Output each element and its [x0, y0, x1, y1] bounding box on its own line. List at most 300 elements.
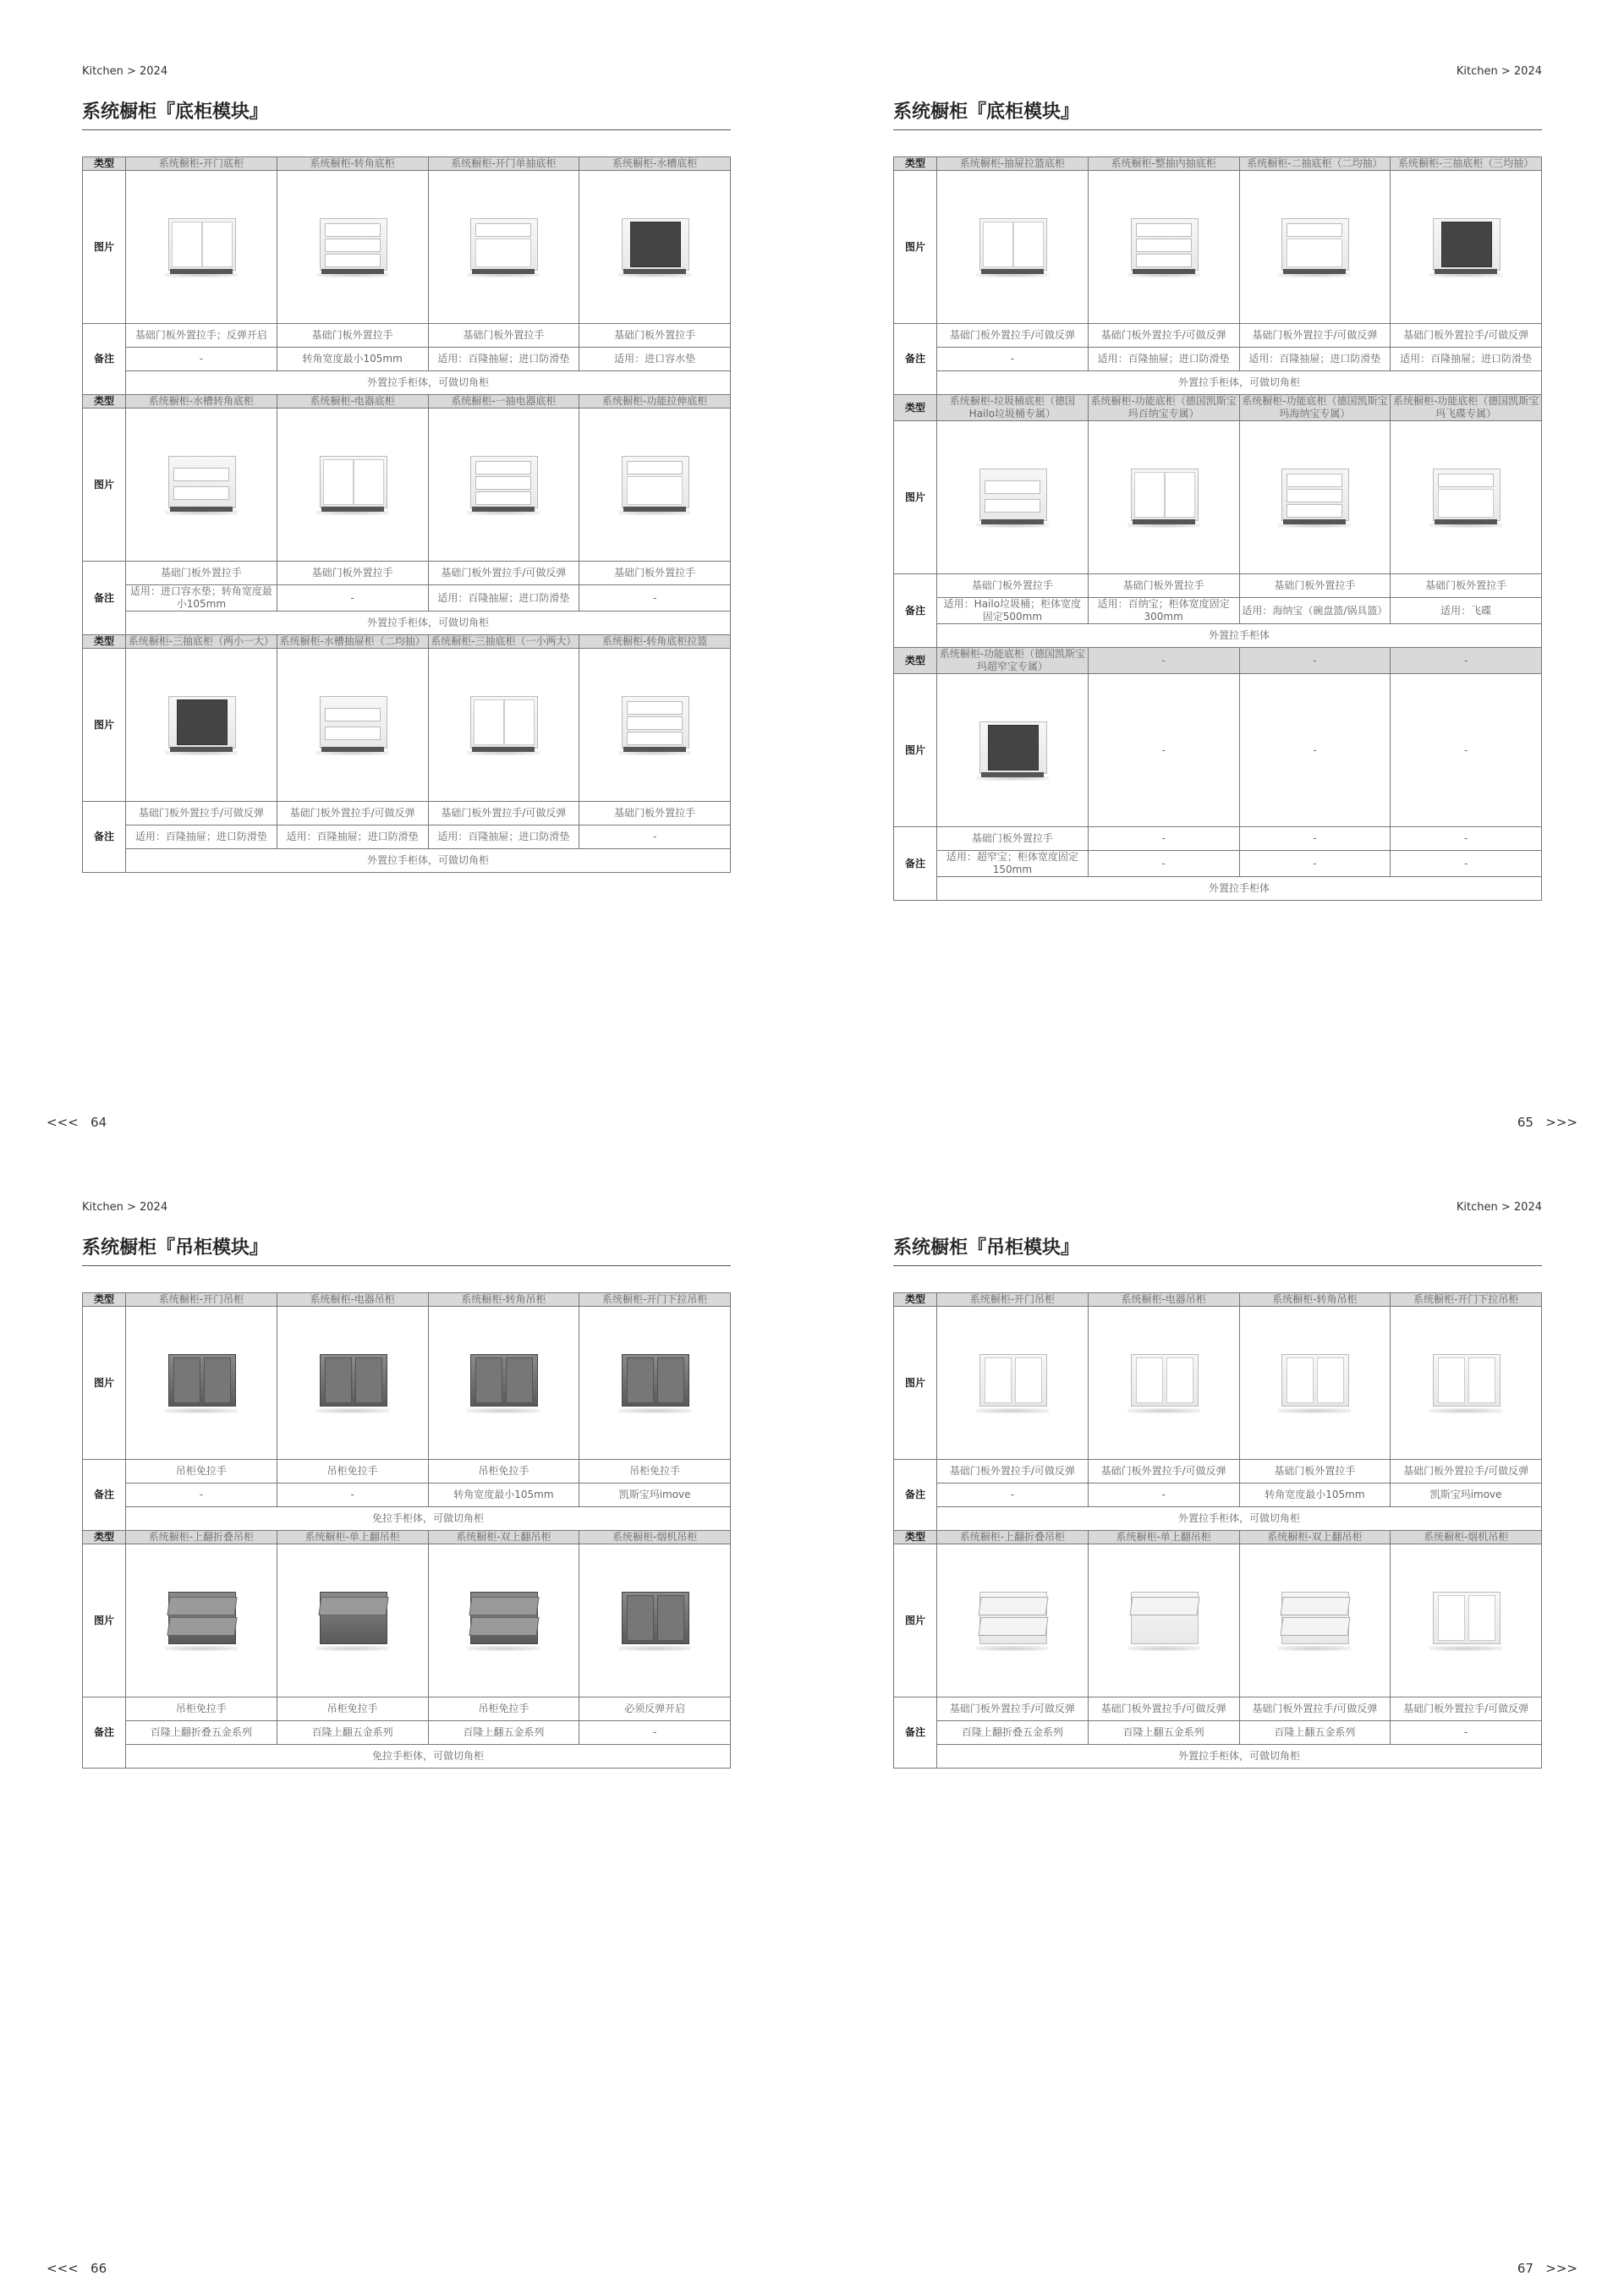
- note-cell: 适用：百隆抽屉；进口防滑垫: [428, 348, 579, 371]
- cabinet-shape: [983, 222, 1013, 267]
- note-cell: 吊柜免拉手: [277, 1460, 428, 1484]
- cabinet-shape: [1013, 222, 1044, 267]
- image-cell: [1239, 1307, 1391, 1460]
- image-cell: [1391, 421, 1542, 574]
- note-cell: 基础门板外置拉手: [579, 562, 731, 585]
- image-cell: -: [1391, 674, 1542, 827]
- note-label: 备注: [894, 1697, 937, 1769]
- note-cell: 适用：飞碟: [1391, 598, 1542, 624]
- prev-page-arrow[interactable]: <<<: [47, 2261, 79, 2276]
- type-cell: 系统橱柜-开门下拉吊柜: [1391, 1293, 1542, 1307]
- cabinet-image: [467, 1588, 540, 1649]
- cabinet-shape: [1283, 519, 1346, 524]
- cabinet-image: [976, 465, 1049, 526]
- note-row: [83, 585, 731, 612]
- note-cell: 基础门板外置拉手: [1088, 574, 1239, 598]
- note-cell: 百隆上翻折叠五金系列: [937, 1721, 1089, 1745]
- cabinet-image: [618, 693, 691, 754]
- cabinet-image: [1127, 1351, 1200, 1412]
- note-cell: 基础门板外置拉手/可做反弹: [937, 1460, 1089, 1484]
- cabinet-shape: [1129, 1597, 1199, 1615]
- footer-cell: 外置拉手柜体，可做切角柜: [937, 371, 1542, 395]
- cabinet-shape: [1287, 474, 1342, 487]
- footer-cell: 外置拉手柜体，可做切角柜: [126, 612, 731, 635]
- type-row: [894, 157, 1542, 171]
- image-label: 图片: [894, 674, 937, 827]
- cabinet-shape: [1287, 1357, 1314, 1403]
- image-cell: [428, 1307, 579, 1460]
- type-cell: 系统橱柜-功能底柜（德国凯斯宝玛百纳宝专属）: [1088, 395, 1239, 421]
- type-cell: 系统橱柜-上翻折叠吊柜: [126, 1531, 277, 1544]
- cabinet-shape: [1136, 1357, 1163, 1403]
- type-cell: 系统橱柜-转角底柜拉篮: [579, 635, 731, 649]
- cabinet-shape: [172, 222, 202, 267]
- type-row: [894, 1531, 1542, 1544]
- note-label: 备注: [83, 1697, 126, 1769]
- note-row: [83, 324, 731, 348]
- image-cell: [579, 649, 731, 802]
- type-row: [83, 395, 731, 409]
- cabinet-shape: [978, 1617, 1048, 1636]
- cabinet-shape: [1287, 239, 1342, 267]
- note-cell: 基础门板外置拉手/可做反弹: [126, 802, 277, 825]
- image-row: [894, 674, 1542, 827]
- note-cell: 转角宽度最小105mm: [1239, 1484, 1391, 1507]
- note-cell: -: [937, 1484, 1089, 1507]
- cabinet-shape: [1133, 269, 1195, 274]
- note-cell: 吊柜免拉手: [126, 1460, 277, 1484]
- footer-row: [894, 1507, 1542, 1531]
- image-cell: [1239, 171, 1391, 324]
- cabinet-shape: [627, 1595, 654, 1641]
- cabinet-shape: [469, 1597, 540, 1615]
- note-cell: 适用：百隆抽屉；进口防滑垫: [1239, 348, 1391, 371]
- note-cell: 基础门板外置拉手: [1239, 574, 1391, 598]
- note-cell: -: [1239, 827, 1391, 851]
- note-cell: 吊柜免拉手: [579, 1460, 731, 1484]
- note-cell: 基础门板外置拉手/可做反弹: [428, 562, 579, 585]
- type-cell: -: [1088, 648, 1239, 674]
- image-cell: [126, 649, 277, 802]
- cabinet-image: [467, 1351, 540, 1412]
- cabinet-image: [1429, 1588, 1502, 1649]
- cabinet-shape: [623, 507, 686, 512]
- cabinet-shape: [1281, 1597, 1351, 1615]
- page-number: [47, 1115, 107, 1130]
- note-cell: 基础门板外置拉手；反弹开启: [126, 324, 277, 348]
- note-cell: 基础门板外置拉手/可做反弹: [937, 324, 1089, 348]
- type-cell: 系统橱柜-三抽底柜（一小两大）: [428, 635, 579, 649]
- cabinet-shape: [168, 456, 236, 508]
- cabinet-image: [1429, 215, 1502, 276]
- image-cell: [1391, 171, 1542, 324]
- type-cell: 系统橱柜-双上翻吊柜: [428, 1531, 579, 1544]
- type-cell: 系统橱柜-开门吊柜: [937, 1293, 1089, 1307]
- footer-cell: 免拉手柜体，可做切角柜: [126, 1745, 731, 1769]
- image-cell: [277, 171, 428, 324]
- cabinet-image: [618, 1588, 691, 1649]
- cabinet-shape: [316, 1646, 389, 1651]
- cabinet-shape: [657, 1595, 684, 1641]
- note-cell: -: [937, 348, 1089, 371]
- cabinet-shape: [321, 269, 384, 274]
- cabinet-image: [165, 215, 238, 276]
- type-cell: 系统橱柜-三抽底柜（三均抽）: [1391, 157, 1542, 171]
- type-label: 类型: [83, 635, 126, 649]
- image-label: 图片: [83, 171, 126, 324]
- note-cell: 基础门板外置拉手/可做反弹: [1239, 1697, 1391, 1721]
- footer-cell: 外置拉手柜体，可做切角柜: [937, 1507, 1542, 1531]
- image-cell: [937, 171, 1089, 324]
- note-cell: 基础门板外置拉手: [428, 324, 579, 348]
- cabinet-image: [1278, 215, 1351, 276]
- image-cell: [1239, 421, 1391, 574]
- type-cell: 系统橱柜-水槽底柜: [579, 157, 731, 171]
- note-row: [83, 1460, 731, 1484]
- page-66: [0, 1136, 812, 2276]
- image-row: [894, 421, 1542, 574]
- note-cell: 凯斯宝玛imove: [579, 1484, 731, 1507]
- image-row: [894, 1544, 1542, 1697]
- cabinet-shape: [474, 699, 504, 745]
- footer-row: [83, 849, 731, 873]
- image-label: 图片: [83, 1307, 126, 1460]
- note-label: 备注: [894, 324, 937, 395]
- note-cell: -: [579, 585, 731, 612]
- cabinet-shape: [167, 1597, 237, 1615]
- note-cell: 适用：百隆抽屉；进口防滑垫: [428, 585, 579, 612]
- cabinet-shape: [170, 269, 233, 274]
- page-title: 系统橱柜『吊柜模块』: [82, 1233, 731, 1266]
- page-65: [812, 0, 1624, 1137]
- cabinet-shape: [472, 747, 535, 752]
- cabinet-shape: [1127, 1646, 1200, 1651]
- cabinet-shape: [170, 747, 233, 752]
- page-number-value: 66: [91, 2261, 107, 2276]
- image-cell: [937, 1307, 1089, 1460]
- page-number-value: 67: [1517, 2261, 1533, 2276]
- type-cell: 系统橱柜-转角底柜: [277, 157, 428, 171]
- cabinet-shape: [475, 461, 531, 474]
- type-cell: -: [1239, 648, 1391, 674]
- cabinet-shape: [1015, 1357, 1042, 1403]
- note-cell: -: [579, 1721, 731, 1745]
- type-cell: 系统橱柜-三抽底柜（两小一大）: [126, 635, 277, 649]
- note-row: [83, 1721, 731, 1745]
- note-label: 备注: [83, 562, 126, 635]
- type-cell: 系统橱柜-水槽抽屉柜（二均抽）: [277, 635, 428, 649]
- cabinet-shape: [170, 507, 233, 512]
- type-cell: 系统橱柜-烟机吊柜: [1391, 1531, 1542, 1544]
- type-cell: 系统橱柜-上翻折叠吊柜: [937, 1531, 1089, 1544]
- footer-cell: 外置拉手柜体，可做切角柜: [126, 849, 731, 873]
- note-row: [894, 324, 1542, 348]
- note-row: [83, 802, 731, 825]
- cabinet-shape: [985, 480, 1040, 494]
- cabinet-shape: [1133, 519, 1195, 524]
- cabinet-shape: [1136, 239, 1192, 252]
- image-label: 图片: [83, 1544, 126, 1697]
- cabinet-shape: [981, 519, 1044, 524]
- breadcrumb: Kitchen > 2024: [82, 65, 168, 78]
- note-cell: 适用：百隆抽屉；进口防滑垫: [277, 825, 428, 849]
- cabinet-image: [316, 452, 389, 513]
- cabinet-image: [976, 1351, 1049, 1412]
- cabinet-image: [618, 215, 691, 276]
- footer-cell: 外置拉手柜体，可做切角柜: [937, 1745, 1542, 1769]
- type-cell: 系统橱柜-转角吊柜: [1239, 1293, 1391, 1307]
- note-label: 备注: [894, 1460, 937, 1531]
- note-cell: 适用：进口容水垫: [579, 348, 731, 371]
- cabinet-shape: [475, 223, 531, 237]
- footer-row: [83, 612, 731, 635]
- cabinet-shape: [469, 1617, 540, 1636]
- next-page-arrow[interactable]: >>>: [1545, 1115, 1577, 1130]
- note-cell: 凯斯宝玛imove: [1391, 1484, 1542, 1507]
- image-row: [83, 1307, 731, 1460]
- page-number: [1517, 2261, 1577, 2276]
- note-cell: 基础门板外置拉手: [277, 324, 428, 348]
- note-cell: 基础门板外置拉手/可做反弹: [1088, 324, 1239, 348]
- cabinet-image: [1127, 1588, 1200, 1649]
- image-cell: [937, 1544, 1089, 1697]
- note-cell: 基础门板外置拉手/可做反弹: [1088, 1460, 1239, 1484]
- image-cell: [579, 409, 731, 562]
- cabinet-shape: [320, 696, 387, 749]
- type-label: 类型: [894, 1293, 937, 1307]
- cabinet-shape: [618, 1408, 691, 1413]
- note-cell: -: [1239, 851, 1391, 877]
- type-cell: 系统橱柜-功能底柜（德国凯斯宝玛飞碟专属）: [1391, 395, 1542, 421]
- page-64: [0, 0, 812, 1137]
- image-cell: [428, 1544, 579, 1697]
- type-cell: 系统橱柜-水槽转角底柜: [126, 395, 277, 409]
- image-cell: [1391, 1544, 1542, 1697]
- cabinet-shape: [1134, 472, 1165, 518]
- image-cell: [1088, 1307, 1239, 1460]
- cabinet-shape: [325, 223, 381, 237]
- cabinet-shape: [1283, 269, 1346, 274]
- cabinet-shape: [1281, 1617, 1351, 1636]
- note-row: [894, 1484, 1542, 1507]
- note-cell: -: [277, 1484, 428, 1507]
- image-cell: -: [1088, 674, 1239, 827]
- note-cell: 基础门板外置拉手/可做反弹: [1239, 324, 1391, 348]
- type-cell: 系统橱柜-双上翻吊柜: [1239, 1531, 1391, 1544]
- cabinet-shape: [1429, 1408, 1502, 1413]
- note-cell: 基础门板外置拉手/可做反弹: [1391, 1460, 1542, 1484]
- cabinet-shape: [177, 699, 228, 745]
- breadcrumb: Kitchen > 2024: [82, 1201, 168, 1214]
- type-cell: 系统橱柜-功能拉伸底柜: [579, 395, 731, 409]
- cabinet-shape: [1317, 1357, 1344, 1403]
- cabinet-shape: [1166, 1357, 1193, 1403]
- breadcrumb: Kitchen > 2024: [1456, 65, 1542, 78]
- note-cell: 基础门板外置拉手: [579, 802, 731, 825]
- footer-row: [83, 1745, 731, 1769]
- cabinet-shape: [1429, 1646, 1502, 1651]
- cabinet-shape: [1438, 489, 1494, 518]
- footer-row: [894, 624, 1542, 648]
- cabinet-shape: [1438, 474, 1494, 487]
- cabinet-shape: [475, 239, 531, 267]
- type-cell: 系统橱柜-电器吊柜: [1088, 1293, 1239, 1307]
- cabinet-shape: [978, 1597, 1048, 1615]
- type-label: 类型: [83, 395, 126, 409]
- image-cell: [428, 409, 579, 562]
- note-cell: 适用：超窄宝；柜体宽度固定150mm: [937, 851, 1089, 877]
- cabinet-image: [1278, 1588, 1351, 1649]
- image-cell: [1088, 1544, 1239, 1697]
- cabinet-shape: [976, 1408, 1049, 1413]
- note-row: [894, 598, 1542, 624]
- cabinet-image: [316, 1588, 389, 1649]
- cabinet-image: [165, 452, 238, 513]
- note-row: [83, 1484, 731, 1507]
- cabinet-shape: [627, 732, 683, 745]
- cabinet-image: [1278, 465, 1351, 526]
- cabinet-image: [976, 718, 1049, 779]
- note-label: 备注: [83, 802, 126, 873]
- type-row: [894, 1293, 1542, 1307]
- footer-row: [83, 371, 731, 395]
- image-cell: -: [1239, 674, 1391, 827]
- note-cell: 百隆上翻五金系列: [428, 1721, 579, 1745]
- type-cell: 系统橱柜-单上翻吊柜: [277, 1531, 428, 1544]
- note-cell: 适用：百纳宝；柜体宽度固定300mm: [1088, 598, 1239, 624]
- image-row: [83, 171, 731, 324]
- type-cell: 系统橱柜-整抽内抽底柜: [1088, 157, 1239, 171]
- note-row: [83, 825, 731, 849]
- note-cell: -: [1088, 827, 1239, 851]
- note-row: [894, 574, 1542, 598]
- cabinet-image: [1127, 465, 1200, 526]
- cabinet-shape: [1287, 223, 1342, 237]
- cabinet-shape: [985, 499, 1040, 513]
- cabinet-shape: [1136, 223, 1192, 237]
- note-cell: 基础门板外置拉手/可做反弹: [1088, 1697, 1239, 1721]
- note-cell: -: [1391, 851, 1542, 877]
- type-cell: 系统橱柜-二抽底柜（二均抽）: [1239, 157, 1391, 171]
- cabinet-image: [316, 693, 389, 754]
- cabinet-shape: [627, 701, 683, 715]
- footer-cell: 外置拉手柜体: [937, 624, 1542, 648]
- note-cell: 转角宽度最小105mm: [428, 1484, 579, 1507]
- cabinet-shape: [475, 491, 531, 505]
- image-cell: [1391, 1307, 1542, 1460]
- note-cell: 适用：百隆抽屉；进口防滑垫: [126, 825, 277, 849]
- note-cell: 适用：百隆抽屉；进口防滑垫: [428, 825, 579, 849]
- note-row: [894, 1697, 1542, 1721]
- image-label: 图片: [894, 171, 937, 324]
- cabinet-image: [618, 452, 691, 513]
- image-cell: [126, 1307, 277, 1460]
- image-cell: [126, 409, 277, 562]
- image-row: [83, 1544, 731, 1697]
- cabinet-shape: [325, 727, 381, 740]
- cabinet-image: [165, 1588, 238, 1649]
- image-label: 图片: [83, 649, 126, 802]
- image-cell: [277, 409, 428, 562]
- type-cell: 系统橱柜-开门单抽底柜: [428, 157, 579, 171]
- footer-row: [83, 1507, 731, 1531]
- cabinet-shape: [475, 476, 531, 490]
- note-cell: -: [126, 1484, 277, 1507]
- cabinet-shape: [623, 269, 686, 274]
- image-label: 图片: [894, 421, 937, 574]
- note-cell: 吊柜免拉手: [277, 1697, 428, 1721]
- cabinet-table: [82, 1292, 731, 1769]
- image-cell: [1088, 421, 1239, 574]
- type-cell: 系统橱柜-开门底柜: [126, 157, 277, 171]
- image-cell: [277, 649, 428, 802]
- cabinet-image: [1278, 1351, 1351, 1412]
- cabinet-shape: [1438, 1595, 1465, 1641]
- cabinet-shape: [1165, 472, 1195, 518]
- note-cell: 基础门板外置拉手/可做反弹: [1391, 1697, 1542, 1721]
- type-cell: 系统橱柜-开门下拉吊柜: [579, 1293, 731, 1307]
- prev-page-arrow[interactable]: <<<: [47, 1115, 79, 1130]
- type-label: 类型: [894, 648, 937, 674]
- cabinet-shape: [167, 1617, 237, 1636]
- note-row: [83, 1697, 731, 1721]
- cabinet-shape: [627, 716, 683, 730]
- cabinet-shape: [321, 747, 384, 752]
- cabinet-shape: [475, 1357, 502, 1403]
- image-cell: [1088, 171, 1239, 324]
- page-title: 系统橱柜『吊柜模块』: [893, 1233, 1542, 1266]
- type-label: 类型: [894, 157, 937, 171]
- cabinet-shape: [988, 725, 1039, 771]
- next-page-arrow[interactable]: >>>: [1545, 2261, 1577, 2276]
- cabinet-shape: [316, 1408, 389, 1413]
- cabinet-shape: [355, 1357, 382, 1403]
- cabinet-shape: [173, 486, 229, 500]
- cabinet-shape: [504, 699, 535, 745]
- note-cell: -: [126, 348, 277, 371]
- cabinet-image: [467, 452, 540, 513]
- note-row: [894, 348, 1542, 371]
- image-cell: [579, 1307, 731, 1460]
- note-cell: -: [1088, 851, 1239, 877]
- footer-row: [894, 877, 1542, 901]
- cabinet-image: [976, 1588, 1049, 1649]
- note-cell: -: [1391, 827, 1542, 851]
- cabinet-shape: [472, 269, 535, 274]
- cabinet-shape: [623, 747, 686, 752]
- cabinet-image: [1429, 465, 1502, 526]
- cabinet-shape: [1438, 1357, 1465, 1403]
- type-cell: 系统橱柜-电器底柜: [277, 395, 428, 409]
- cabinet-shape: [472, 507, 535, 512]
- note-cell: -: [277, 585, 428, 612]
- cabinet-shape: [1435, 269, 1497, 274]
- image-cell: [937, 421, 1089, 574]
- image-cell: [428, 171, 579, 324]
- cabinet-shape: [318, 1597, 388, 1615]
- note-cell: 基础门板外置拉手/可做反弹: [428, 802, 579, 825]
- type-cell: 系统橱柜-转角吊柜: [428, 1293, 579, 1307]
- note-cell: -: [1391, 1721, 1542, 1745]
- image-cell: [579, 1544, 731, 1697]
- cabinet-image: [467, 693, 540, 754]
- breadcrumb: Kitchen > 2024: [1456, 1201, 1542, 1214]
- cabinet-shape: [618, 1646, 691, 1651]
- note-cell: 基础门板外置拉手: [277, 562, 428, 585]
- cabinet-shape: [630, 222, 681, 267]
- type-label: 类型: [83, 1293, 126, 1307]
- cabinet-shape: [981, 269, 1044, 274]
